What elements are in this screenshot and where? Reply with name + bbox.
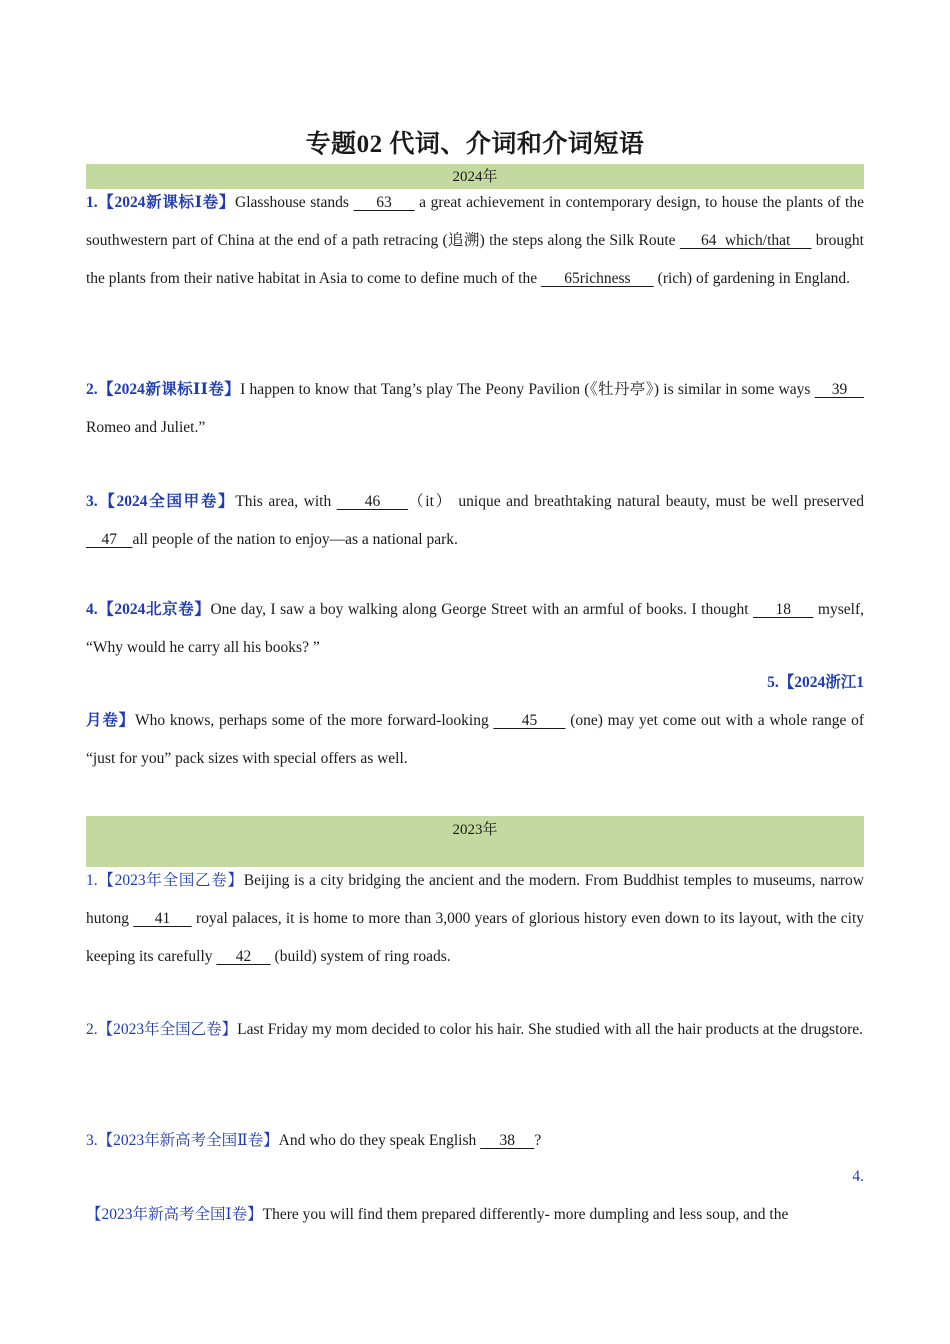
answer-blank: 46 xyxy=(336,493,409,510)
answer-blank: 41 xyxy=(133,910,192,927)
year-band-2023 xyxy=(86,816,864,867)
question-number: 5. xyxy=(767,674,779,691)
question-2023-3 xyxy=(86,1122,864,1160)
question-source: 【2024新课标Ⅰ卷】 xyxy=(97,194,236,211)
question-text: Glasshouse stands xyxy=(235,194,354,211)
question-source: 【2024全国甲卷】 xyxy=(97,493,236,510)
question-number: 1. xyxy=(86,872,98,889)
question-text: Who knows, perhaps some of the more forward-looking xyxy=(135,712,494,729)
question-number: 3. xyxy=(86,493,98,510)
question-number: 3. xyxy=(86,1132,98,1149)
question-text: There you will find them prepared differently- more dumpling and less soup, and the xyxy=(262,1206,789,1223)
question-2023-2 xyxy=(86,1011,864,1049)
question-2023-4 xyxy=(86,1196,864,1234)
question-text: ? xyxy=(534,1132,542,1149)
question-text: (rich) of gardening in England. xyxy=(653,270,851,287)
question-2024-5-header xyxy=(86,664,864,702)
question-number: 2. xyxy=(86,1021,98,1038)
year-label: 2024年 xyxy=(452,169,498,185)
question-2023-1 xyxy=(86,862,864,976)
question-source: 【2024北京卷】 xyxy=(97,601,211,618)
question-text: royal palaces, it is home to more than 3,000 years of glorious history even down to its layout, with the city keeping its carefully xyxy=(86,910,865,965)
question-2024-2 xyxy=(86,371,864,447)
year-label: 2023年 xyxy=(452,822,498,838)
answer-blank: 63 xyxy=(353,194,415,211)
question-2023-4-header xyxy=(86,1158,864,1196)
question-text: This area, with xyxy=(235,493,337,510)
question-source: 【2024新课标ⅠⅠ卷】 xyxy=(97,381,241,398)
question-source-cont: 月卷】 xyxy=(86,712,136,729)
question-text: brought the plants from their native habitat in Asia to come to define much of the xyxy=(86,232,864,287)
question-text: One day, I saw a boy walking along George Street with an armful of books. I thought xyxy=(210,601,753,618)
question-text: a great achievement in contemporary design, to house the plants of the southwestern part of China at the end of a path retracing (追溯) the steps along the Silk Route xyxy=(86,194,864,249)
question-number: 4. xyxy=(852,1168,864,1185)
answer-blank: 47 xyxy=(86,531,133,548)
page-title: 专题02 代词、介词和介词短语 xyxy=(305,131,645,158)
answer-blank: 64 which/that xyxy=(679,232,812,249)
question-text: myself, “Why would he carry all his books? ” xyxy=(86,601,864,656)
question-source: 【2023年新高考全国Ⅱ卷】 xyxy=(97,1132,279,1149)
question-2024-4 xyxy=(86,591,864,667)
question-source: 【2023年新高考全国Ⅰ卷】 xyxy=(86,1206,263,1223)
question-2024-1 xyxy=(86,184,864,298)
question-text: Beijing is a city bridging the ancient and the modern. From Buddhist temples to museums, narrow hutong xyxy=(86,872,864,927)
question-text: Romeo and Juliet.” xyxy=(86,419,206,436)
answer-blank: 39 xyxy=(814,381,864,398)
question-text: (build) system of ring roads. xyxy=(270,948,451,965)
answer-blank: 45 xyxy=(493,712,566,729)
question-text: Last Friday my mom decided to color his hair. She studied with all the hair products at the drugstore. xyxy=(237,1021,864,1038)
question-source: 【2023年全国乙卷】 xyxy=(97,872,244,889)
question-2024-5 xyxy=(86,702,864,778)
question-text: （it） unique and breathtaking natural beauty, must be well preserved xyxy=(408,493,864,510)
answer-blank: 18 xyxy=(753,601,814,618)
question-2024-3 xyxy=(86,483,864,559)
question-number: 1. xyxy=(86,194,98,211)
question-text: (one) may yet come out with a whole range of “just for you” pack sizes with special offers as well. xyxy=(86,712,865,767)
question-text: And who do they speak English xyxy=(278,1132,481,1149)
question-source: 【2023年全国乙卷】 xyxy=(97,1021,238,1038)
answer-blank: 42 xyxy=(216,948,271,965)
answer-blank: 38 xyxy=(480,1132,535,1149)
question-number: 4. xyxy=(86,601,98,618)
question-number: 2. xyxy=(86,381,98,398)
question-text: I happen to know that Tang’s play The Peony Pavilion (《牡丹亭》) is similar in some ways xyxy=(240,381,815,398)
question-source: 【2024浙江1 xyxy=(778,674,864,691)
question-text: all people of the nation to enjoy—as a national park. xyxy=(132,531,458,548)
answer-blank: 65richness xyxy=(540,270,654,287)
